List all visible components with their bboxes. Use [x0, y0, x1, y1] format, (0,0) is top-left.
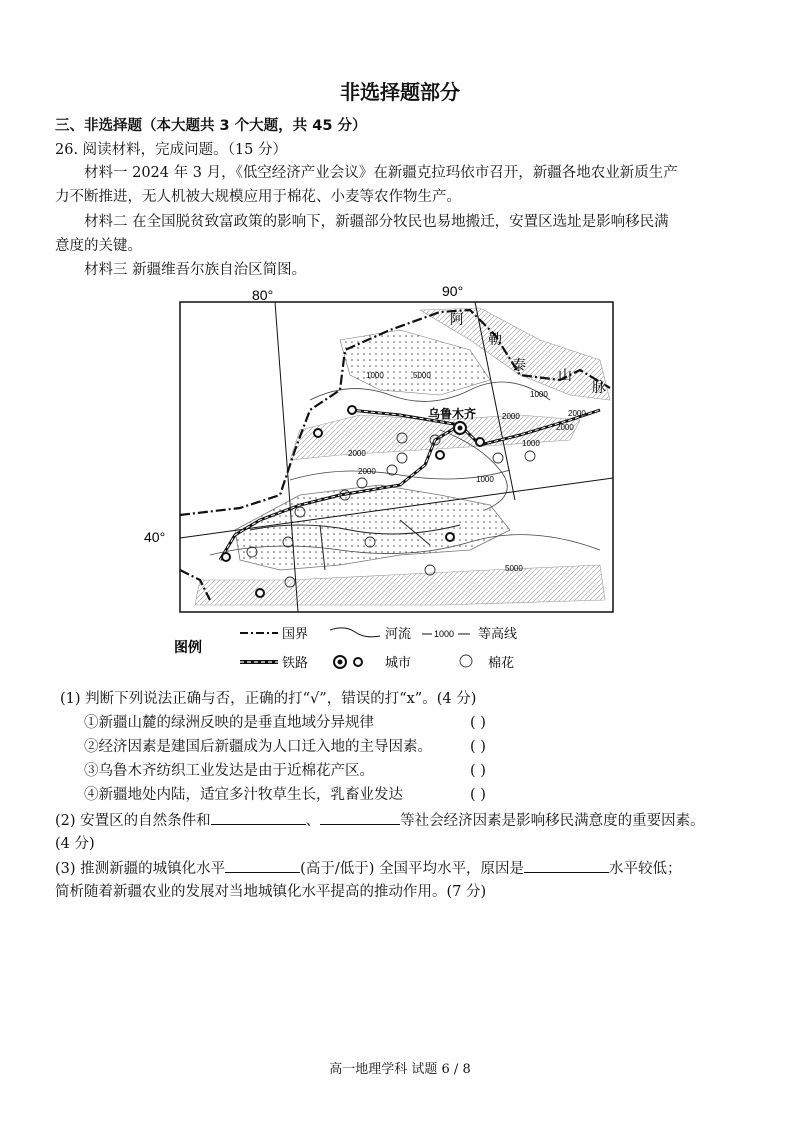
- sub3-part-a: (3) 推测新疆的城镇化水平: [55, 861, 226, 877]
- altai-char: 阿: [450, 312, 464, 328]
- answer-paren-4[interactable]: ( ): [470, 787, 486, 803]
- sub3-line1: [55, 858, 681, 879]
- legend-title: 图例: [174, 639, 202, 655]
- legend-city-label: 城市: [385, 656, 412, 671]
- legend-contour-value: 1000: [434, 629, 455, 639]
- sub2-part-b: 等社会经济因素是影响移民满意度的重要因素。: [400, 813, 705, 829]
- contour-value: 2000: [348, 449, 366, 458]
- answer-blank-3a[interactable]: [225, 858, 300, 873]
- contour-value: 1000: [476, 475, 494, 484]
- sub2-line: [55, 810, 705, 831]
- sub1-item-2: ②经济因素是建国后新疆成为人口迁入地的主导因素。: [84, 739, 432, 755]
- answer-blank-3b[interactable]: [524, 858, 609, 873]
- legend-river-symbol: [330, 628, 380, 637]
- lon-90-label: 90°: [442, 283, 464, 299]
- city-marker: [256, 589, 264, 597]
- altai-char: 脉: [592, 380, 606, 396]
- section-title: 非选择题部分: [340, 80, 460, 104]
- legend-city-symbol: [354, 658, 362, 666]
- sub3-part-b: (高于/低于) 全国平均水平，原因是: [300, 861, 524, 877]
- legend-railway-label: 铁路: [282, 656, 309, 671]
- material3-line: 材料三 新疆维吾尔族自治区简图。: [84, 262, 307, 278]
- xinjiang-map: [140, 280, 620, 685]
- altai-char: 山: [558, 368, 572, 384]
- city-marker: [222, 553, 230, 561]
- material1-line1: 材料一 2024 年 3 月，《低空经济产业会议》在新疆克拉玛依市召开，新疆各地农业新质生产: [84, 165, 678, 181]
- sub3-part-c: 水平较低；: [608, 861, 682, 877]
- city-urumqi-dot: [458, 426, 463, 431]
- question-number-line: 26. 阅读材料，完成问题。（15 分）: [55, 142, 287, 158]
- sub1-item-3: ③乌鲁木齐纺织工业发达是由于近棉花产区。: [84, 763, 374, 779]
- material2-line1: 材料二 在全国脱贫致富政策的影响下，新疆部分牧民也易地搬迁，安置区选址是影响移民满: [84, 214, 669, 230]
- contour-value: 2000: [568, 409, 586, 418]
- sub3-line2: 简析随着新疆农业的发展对当地城镇化水平提高的推动作用。(7 分): [55, 884, 487, 900]
- city-marker: [446, 533, 454, 541]
- sub1-prompt: (1) 判断下列说法正确与否，正确的打“√”，错误的打“x”。(4 分): [60, 691, 477, 707]
- legend-contour-label: 等高线: [478, 627, 518, 642]
- legend-cotton-label: 棉花: [488, 656, 515, 671]
- material1-line2: 力不断推进，无人机被大规模应用于棉花、小麦等农作物生产。: [55, 189, 461, 205]
- contour-value: 1000: [530, 390, 548, 399]
- sub1-item-4: ④新疆地处内陆，适宜多汁牧草生长，乳畜业发达: [84, 787, 403, 803]
- altai-char: 泰: [512, 358, 526, 374]
- contour-value: 5000: [505, 564, 523, 573]
- part-heading: 三、非选择题（本大题共 3 个大题，共 45 分）: [55, 118, 367, 134]
- altai-char: 勒: [488, 332, 502, 348]
- material2-line2: 意度的关键。: [55, 238, 142, 254]
- sub2-part-a: (2) 安置区的自然条件和: [55, 813, 211, 829]
- legend-border-label: 国界: [282, 627, 309, 642]
- sub1-item-1: ①新疆山麓的绿洲反映的是垂直地域分异规律: [84, 715, 374, 731]
- lon-80-label: 80°: [252, 287, 274, 303]
- answer-paren-3[interactable]: ( ): [470, 763, 486, 779]
- answer-blank-2a[interactable]: [211, 810, 306, 825]
- sub2-sep: 、: [305, 813, 321, 829]
- contour-value: 1000: [522, 439, 540, 448]
- legend-capital-dot: [338, 660, 343, 665]
- contour-value: 1000: [366, 371, 384, 380]
- legend-river-label: 河流: [385, 627, 412, 642]
- answer-paren-1[interactable]: ( ): [470, 715, 486, 731]
- city-marker: [314, 429, 322, 437]
- urumqi-label: 乌鲁木齐: [428, 407, 477, 421]
- answer-blank-2b[interactable]: [320, 810, 400, 825]
- city-marker: [476, 438, 484, 446]
- sub2-score: (4 分): [55, 836, 95, 852]
- page-footer: 高一地理学科 试题 6 / 8: [329, 1062, 471, 1077]
- city-marker: [348, 406, 356, 414]
- contour-value: 5000: [413, 371, 431, 380]
- legend-cotton-symbol: [460, 655, 472, 667]
- answer-paren-2[interactable]: ( ): [470, 739, 486, 755]
- contour-value: 2000: [502, 412, 520, 421]
- lat-40-label: 40°: [144, 529, 166, 545]
- contour-value: 2000: [556, 423, 574, 432]
- contour-value: 2000: [358, 467, 376, 476]
- city-marker: [436, 451, 444, 459]
